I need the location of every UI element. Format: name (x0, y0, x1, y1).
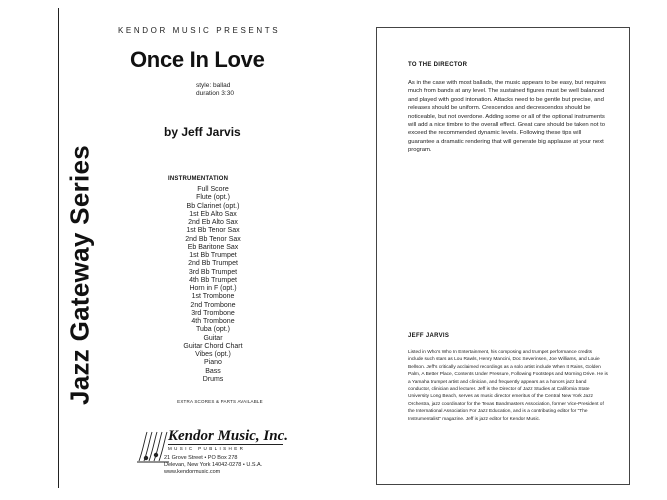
publisher-website: www.kendormusic.com (164, 469, 221, 475)
style-line: style: ballad (196, 82, 231, 89)
list-item: Drums (202, 375, 224, 383)
list-item: 2nd Bb Tenor Sax (185, 235, 241, 243)
list-item: Bb Clarinet (opt.) (186, 202, 240, 210)
bio-heading: JEFF JARVIS (408, 333, 450, 339)
list-item: 1st Eb Alto Sax (189, 210, 237, 218)
list-item: 1st Trombone (191, 293, 235, 301)
list-item: Flute (opt.) (196, 194, 230, 202)
list-item: Piano (204, 359, 222, 367)
series-title: Jazz Gateway Series (64, 144, 95, 406)
list-item: 3rd Bb Trumpet (188, 268, 238, 276)
list-item: 3rd Trombone (191, 309, 235, 317)
publisher-name: Kendor Music, Inc. (168, 428, 289, 444)
presents-line: KENDOR MUSIC PRESENTS (118, 26, 281, 35)
list-item: Guitar Chord Chart (183, 342, 243, 350)
director-text: As in the case with most ballads, the music appears to be easy, but requires much from bands at any level. The sustained figures must be well balanced and played with good intonation. Attacks need to be gentle but precise, and releases should be uniform. Crescendos and decrescendos should be noticeable, but not overdone. Adding some or all of the optional instruments will add a nice timbre to the overall effect. Great care should be taken not to exceed the recommended dynamic levels. Following these tips will guarantee a dramatic rendering that will generate big applause at your next program. (408, 80, 606, 154)
list-item: 4th Trombone (191, 318, 235, 325)
spine-divider (58, 8, 59, 488)
list-item: 4th Bb Trumpet (189, 276, 237, 284)
list-item: 2nd Eb Alto Sax (188, 219, 238, 226)
song-title: Once In Love (130, 47, 265, 72)
bio-text: Listed in Who's Who In Entertainment, his composing and trumpet performance credits include such stars as Lou Rawls, Henry Mancini, Doc Severinsen, Joe Williams, and Louie Bellson. Jeff's critically acclaimed recordings as a solo artist include When It Rains, Golden Palm, A Better Place, Contents Under Pressure, Following Footsteps and Morning Drive. He is a Yamaha trumpet artist and clinician, and frequently appears as a honors jazz band conductor, clinician and lecturer. Jeff is the Director of Jazz Studies at California State University Long Beach, serves as music director emeritus of the Central New York Jazz Orchestra, jazz coordinator for the Texas Bandmasters Association, former Vice-President of the International Association For Jazz Education, and is a contributing editor for "The Instrumentalist" magazine. Jeff is jazz editor for Kendor Music. (408, 350, 608, 422)
cover-page (0, 0, 332, 500)
list-item: Guitar (203, 334, 223, 342)
list-item: 2nd Trombone (190, 301, 236, 309)
duration-line: duration 3:30 (196, 90, 234, 97)
publisher-address-line: 21 Grove Street • PO Box 278 (164, 455, 238, 461)
list-item: 2nd Bb Trumpet (188, 260, 238, 268)
list-item: Bass (205, 367, 221, 375)
extra-parts-note: EXTRA SCORES & PARTS AVAILABLE (177, 399, 263, 404)
list-item: Eb Baritone Sax (187, 243, 239, 251)
list-item: Tuba (opt.) (196, 326, 230, 334)
list-item: 1st Bb Trumpet (189, 252, 237, 259)
instrument-list (158, 186, 268, 384)
list-item: Vibes (opt.) (195, 351, 231, 358)
list-item: Full Score (197, 186, 229, 193)
list-item: Horn in F (opt.) (189, 285, 237, 292)
instrumentation-heading: INSTRUMENTATION (168, 176, 229, 182)
composer-line: by Jeff Jarvis (164, 125, 241, 139)
publisher-tagline: MUSIC PUBLISHER (168, 444, 283, 451)
director-heading: TO THE DIRECTOR (408, 62, 468, 68)
list-item: 1st Bb Tenor Sax (186, 227, 240, 235)
publisher-address-line: Delevan, New York 14042-0278 • U.S.A. (164, 462, 263, 468)
